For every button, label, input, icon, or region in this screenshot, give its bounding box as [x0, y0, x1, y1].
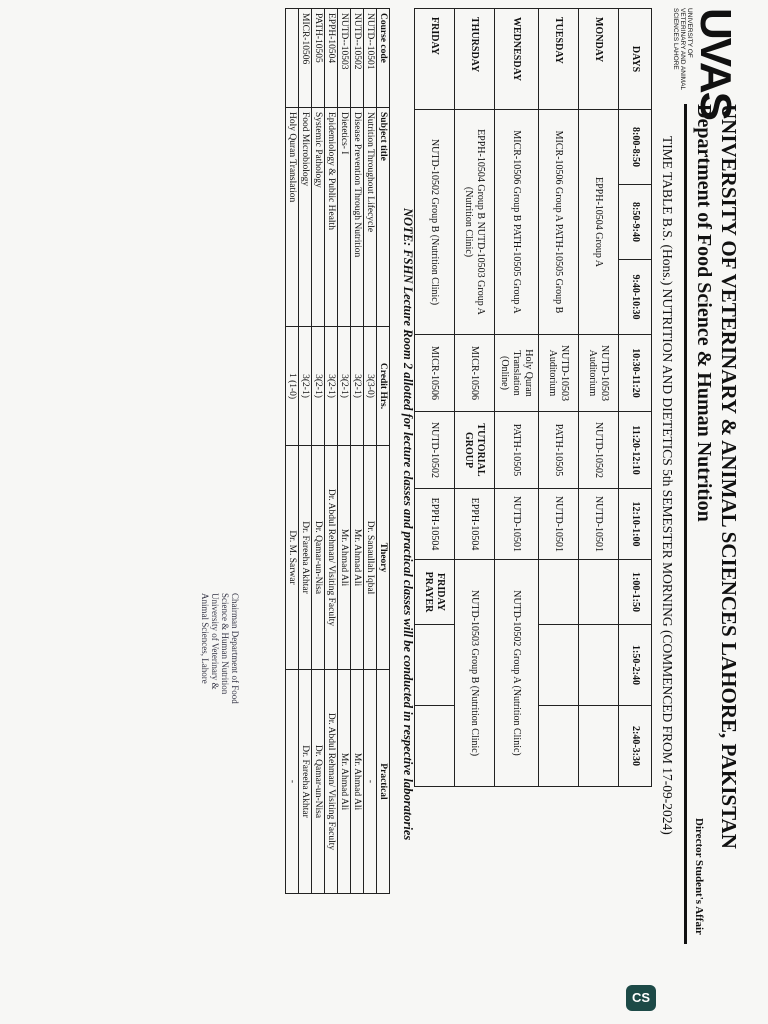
class-cell: PATH-10505 [539, 412, 579, 489]
theory-teacher: Mr. Ahmad Ali [351, 446, 364, 670]
empty-cell [415, 706, 455, 787]
lecture-room-note: NOTE: FSHN Lecture Room 2 allotted for lecture classes and practical classes will be conducted in respective laboratories [401, 208, 415, 841]
class-cell: NUTD-10503 Group B (Nutrition Clinic) [455, 560, 495, 787]
course-row [299, 9, 312, 894]
course-code: EPPH-10504 [325, 9, 338, 108]
slot-header: 12:10-1:00 [619, 489, 652, 560]
days-header: DAYS [619, 9, 652, 110]
slot-header: 2:40-3:30 [619, 706, 652, 787]
class-cell: NUTD-10501 [539, 489, 579, 560]
course-code: PATH-10505 [312, 9, 325, 108]
director-signature-label: Director Student's Affair [693, 818, 705, 935]
slot-header: 9:40-10:30 [619, 260, 652, 335]
day-cell: TUESDAY [539, 9, 579, 110]
class-cell: NUTD-10502 Group A (Nutrition Clinic) [495, 560, 539, 787]
subject-title: Nutrition Throughout Lifecycle [364, 108, 377, 327]
logo-text: UVAS [691, 8, 740, 119]
class-cell: TUTORIAL GROUP [455, 412, 495, 489]
subject-title-header: Subject title [377, 108, 390, 327]
timetable-row-monday [579, 9, 619, 787]
empty-cell [579, 560, 619, 625]
slot-header: 1:50-2:40 [619, 625, 652, 706]
class-cell: Holy Quran Translation (Online) [495, 335, 539, 412]
course-code [286, 9, 299, 108]
class-cell: NUTD-10501 [495, 489, 539, 560]
theory-header: Theory [377, 446, 390, 670]
theory-teacher: Dr. Fareeha Akhtar [299, 446, 312, 670]
course-code: NUTD--10501 [364, 9, 377, 108]
slot-header: 11:20-12:10 [619, 412, 652, 489]
timetable-row-friday [415, 9, 455, 787]
practical-teacher: - [286, 670, 299, 894]
empty-cell [579, 706, 619, 787]
credit-hours: 3(3-0) [364, 327, 377, 446]
slot-header: 10:30-11:20 [619, 335, 652, 412]
course-table [285, 8, 390, 894]
subject-title: Epidemiology & Public Health [325, 108, 338, 327]
slot-header: 8:00-8:50 [619, 110, 652, 185]
class-cell: FRIDAY PRAYER [415, 560, 455, 625]
empty-cell [539, 706, 579, 787]
logo-subtitle: UNIVERSITY OF VETERINARY AND ANIMAL SCIENCES LAHORE [672, 8, 693, 90]
course-code: MICR-10506 [299, 9, 312, 108]
empty-cell [579, 625, 619, 706]
credit-hours: 1 (1-0) [286, 327, 299, 446]
class-cell: NUTD-10503 Auditorium [579, 335, 619, 412]
class-cell: EPPH-10504 Group A [579, 110, 619, 335]
theory-teacher: Dr. Sanaullah Iqbal [364, 446, 377, 670]
class-cell: MICR-10506 Group A PATH-10505 Group B [539, 110, 579, 335]
course-row [325, 9, 338, 894]
subject-title: Holy Quran Translation [286, 108, 299, 327]
class-cell: MICR-10506 Group B PATH-10505 Group A [495, 110, 539, 335]
class-cell: NUTD-10502 [579, 412, 619, 489]
class-cell: NUTD-10502 [415, 412, 455, 489]
timetable-title: TIME TABLE B.S. (Hons.) NUTRITION AND DIETETICS 5th SEMESTER MORNING (COMMENCED FROM 17-09-2024) [660, 136, 675, 835]
course-row [286, 9, 299, 894]
timetable-header-row [619, 9, 652, 787]
credit-hours: 3(2-1) [338, 327, 351, 446]
day-cell: FRIDAY [415, 9, 455, 110]
practical-header: Practical [377, 670, 390, 894]
class-cell: EPPH-10504 [455, 489, 495, 560]
empty-cell [539, 625, 579, 706]
university-name: UNIVERSITY OF VETERINARY & ANIMAL SCIENCES LAHORE, PAKISTAN [717, 104, 741, 849]
subject-title: Systemic Pathology [312, 108, 325, 327]
course-row [312, 9, 325, 894]
header-rule [684, 104, 687, 944]
subject-title: Dietetics- I [338, 108, 351, 327]
theory-teacher: Dr. Qamar-un-Nisa [312, 446, 325, 670]
theory-teacher: Mr. Ahmad Ali [338, 446, 351, 670]
class-cell: NUTD-10503 Auditorium [539, 335, 579, 412]
rotated-document [85, 8, 745, 963]
course-code: NUTD--10502 [351, 9, 364, 108]
course-row [351, 9, 364, 894]
practical-teacher: Mr. Ahmad Ali [351, 670, 364, 894]
theory-teacher: Dr. Abdul Rehman/ Visiting Faculty [325, 446, 338, 670]
credit-hours: 3(2-1) [299, 327, 312, 446]
timetable-row-wednesday [495, 9, 539, 787]
university-logo [653, 8, 740, 119]
class-cell: NUTD-10502 Group B (Nutrition Clinic) [415, 110, 455, 335]
camscanner-badge: CS [626, 985, 656, 1011]
course-row [338, 9, 351, 894]
subject-title: Disease Prevention Through Nutrition [351, 108, 364, 327]
credit-hours: 3(2-1) [312, 327, 325, 446]
course-code-header: Course code [377, 9, 390, 108]
class-cell: PATH-10505 [495, 412, 539, 489]
course-header-row [377, 9, 390, 894]
practical-teacher: Dr. Qamar-un-Nisa [312, 670, 325, 894]
course-row [364, 9, 377, 894]
practical-teacher: Dr. Fareeha Akhtar [299, 670, 312, 894]
class-cell: EPPH-10504 Group B NUTD-10503 Group A (Nutrition Clinic) [455, 110, 495, 335]
day-cell: WEDNESDAY [495, 9, 539, 110]
credit-hours: 3(2-1) [325, 327, 338, 446]
theory-teacher: Dr. M. Sarwar [286, 446, 299, 670]
practical-teacher: Mr. Ahmad Ali [338, 670, 351, 894]
slot-header: 1:00-1:50 [619, 560, 652, 625]
day-cell: MONDAY [579, 9, 619, 110]
class-cell: EPPH-10504 [415, 489, 455, 560]
credit-hours: 3(2-1) [351, 327, 364, 446]
class-cell: MICR-10506 [455, 335, 495, 412]
credit-hours-header: Credit Hrs. [377, 327, 390, 446]
timetable [414, 8, 652, 787]
timetable-row-tuesday [539, 9, 579, 787]
empty-cell [539, 560, 579, 625]
timetable-row-thursday [455, 9, 495, 787]
class-cell: MICR-10506 [415, 335, 455, 412]
day-cell: THURSDAY [455, 9, 495, 110]
practical-teacher: Dr. Abdul Rehman/ Visiting Faculty [325, 670, 338, 894]
class-cell: NUTD-10501 [579, 489, 619, 560]
practical-teacher: - [364, 670, 377, 894]
course-code: NUTD--10503 [338, 9, 351, 108]
slot-header: 8:50-9:40 [619, 185, 652, 260]
chairman-stamp: Chairman Department of Food Science & Human Nutrition University of Veterinary & Animal Sciences, Lahore [200, 593, 240, 704]
subject-title: Food Microbiology [299, 108, 312, 327]
empty-cell [415, 625, 455, 706]
department-name: Department of Food Science & Human Nutrition [693, 104, 715, 522]
